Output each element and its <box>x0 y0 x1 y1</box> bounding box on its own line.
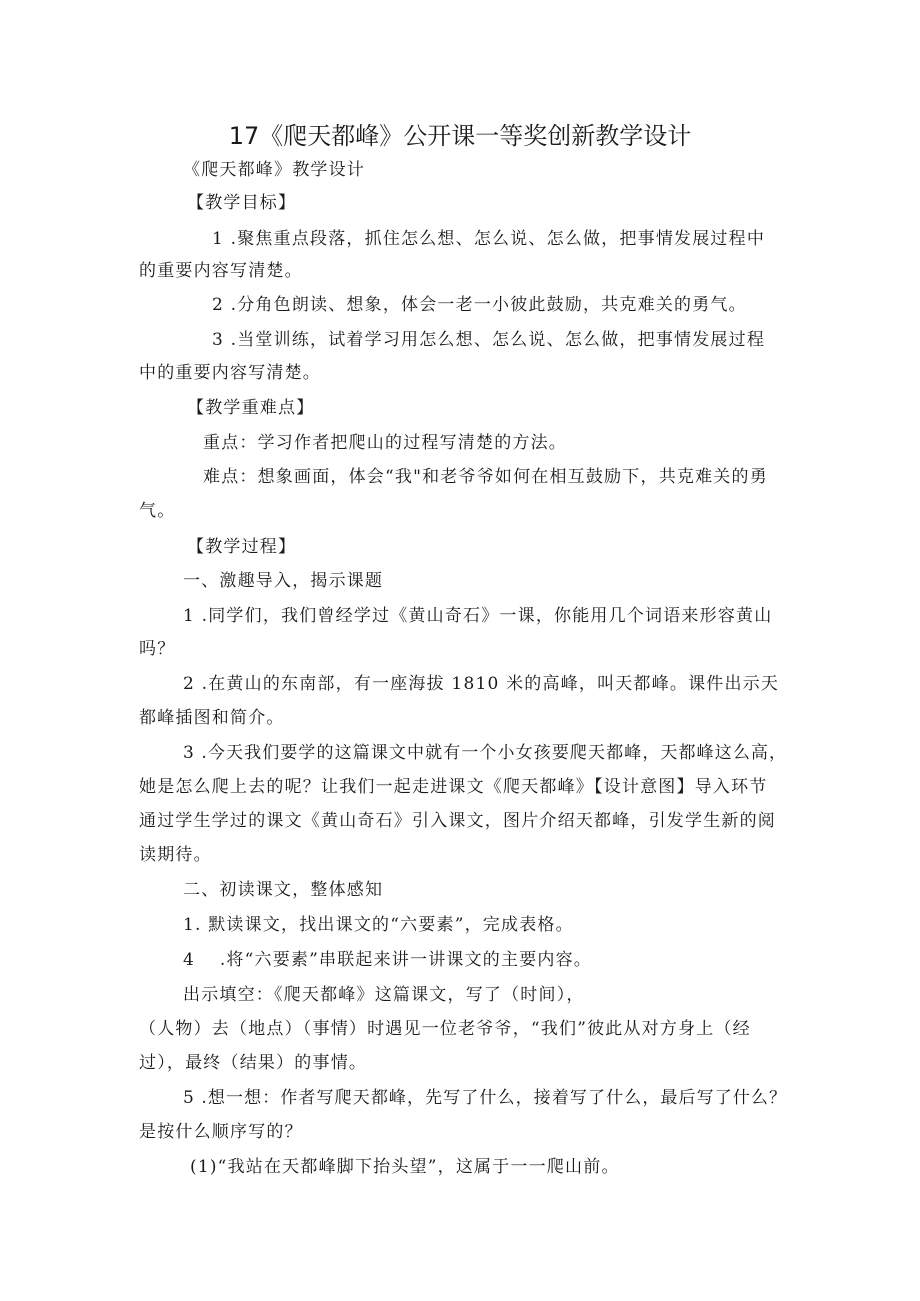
document-subtitle: 《爬天都峰》教学设计 <box>183 160 365 180</box>
process-header: 【教学过程】 <box>187 537 297 557</box>
goal-3-line-2: 中的重要内容写清楚。 <box>139 363 321 383</box>
question-4: 4 .将“六要素”串联起来讲一讲课文的主要内容。 <box>183 950 593 970</box>
paragraph-1-line-1: 1 .同学们，我们曾经学过《黄山奇石》一课，你能用几个词语来形容黄山 <box>183 606 773 626</box>
paragraph-3-line-3: 通过学生学过的课文《黄山奇石》引入课文，图片介绍天都峰，引发学生新的阅 <box>139 811 776 831</box>
step-1-title: 一、激趣导入，揭示课题 <box>183 571 384 591</box>
document-title: 17《爬天都峰》公开课一等奖创新教学设计 <box>228 122 692 150</box>
question-5-line-1: 5 .想一想：作者写爬天都峰，先写了什么，接着写了什么，最后写了什么？ <box>183 1088 788 1108</box>
paragraph-3-line-2: 她是怎么爬上去的呢？让我们一起走进课文《爬天都峰》【设计意图】导入环节 <box>139 777 768 797</box>
goal-1-line-1: 1 .聚焦重点段落，抓住怎么想、怎么说、怎么做，把事情发展过程中 <box>212 229 766 249</box>
key-point: 重点：学习作者把爬山的过程写清楚的方法。 <box>203 433 567 453</box>
sub-item-1: (1)“我站在天都峰脚下抬头望”，这属于一一爬山前。 <box>190 1157 620 1177</box>
paragraph-1-line-2: 吗？ <box>139 639 176 659</box>
paragraph-2-line-2: 都峰插图和简介。 <box>139 708 285 728</box>
step-2-title: 二、初读课文，整体感知 <box>183 880 384 900</box>
difficulty-line-1: 难点：想象画面，体会“我"和老爷爷如何在相互鼓励下，共克难关的勇 <box>203 467 768 487</box>
paragraph-3-line-4: 读期待。 <box>139 845 212 865</box>
goals-header: 【教学目标】 <box>187 193 297 213</box>
paragraph-2-line-1: 2 .在黄山的东南部，有一座海拔 1810 米的高峰，叫天都峰。课件出示天 <box>183 674 780 694</box>
paragraph-3-line-1: 3 .今天我们要学的这篇课文中就有一个小女孩要爬天都峰，天都峰这么高， <box>183 743 788 763</box>
question-1: 1. 默读课文，找出课文的“六要素”，完成表格。 <box>183 915 574 935</box>
goal-2: 2 .分角色朗读、想象，体会一老一小彼此鼓励，共克难关的勇气。 <box>212 295 747 315</box>
fill-blank-line-3: 过），最终（结果）的事情。 <box>139 1053 368 1073</box>
difficulty-line-2: 气。 <box>139 501 176 521</box>
goal-1-line-2: 的重要内容写清楚。 <box>139 261 303 281</box>
fill-blank-line-2: （人物）去（地点）（事情）时遇见一位老爷爷，“我们”彼此从对方身上（经 <box>139 1019 751 1039</box>
goal-3-line-1: 3 .当堂训练，试着学习用怎么想、怎么说、怎么做，把事情发展过程 <box>212 330 766 350</box>
fill-blank-line-1: 出示填空：《爬天都峰》这篇课文，写了（时间）， <box>183 985 585 1005</box>
keypoints-header: 【教学重难点】 <box>187 398 315 418</box>
question-5-line-2: 是按什么顺序写的？ <box>139 1122 303 1142</box>
